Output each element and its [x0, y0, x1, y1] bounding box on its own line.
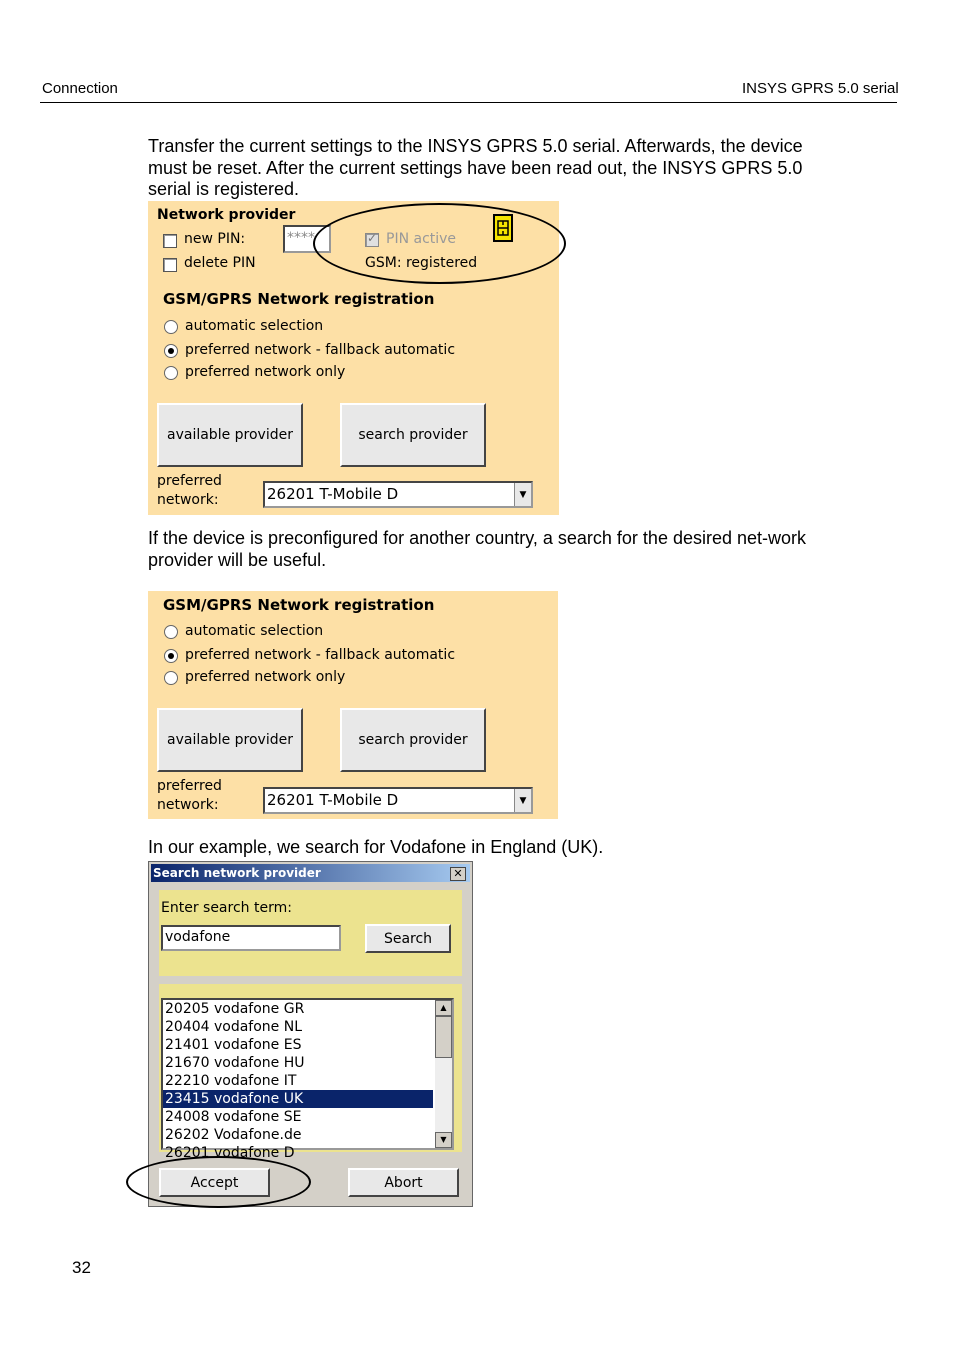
list-item[interactable]: 23415 vodafone UK — [163, 1090, 433, 1108]
pin-active-label: PIN active — [386, 231, 457, 247]
network-provider-heading: Network provider — [157, 207, 296, 223]
radio-automatic-label: automatic selection — [185, 623, 324, 639]
check-icon: ✓ — [367, 231, 378, 245]
radio-preferred-fallback[interactable] — [164, 649, 178, 663]
radio-automatic-label: automatic selection — [185, 318, 324, 334]
list-item[interactable]: 24008 vodafone SE — [165, 1109, 302, 1125]
scroll-thumb[interactable] — [435, 1016, 452, 1058]
pin-status-highlight — [313, 203, 566, 284]
dialog-titlebar — [151, 864, 470, 882]
example-paragraph: In our example, we search for Vodafone in England (UK). — [148, 837, 604, 857]
available-provider-button[interactable]: available provider — [157, 403, 303, 467]
preferred-network-value: 26201 T-Mobile D — [267, 791, 399, 809]
registration-heading: GSM/GPRS Network registration — [163, 596, 435, 614]
header-divider — [40, 102, 897, 103]
results-list[interactable] — [161, 998, 454, 1161]
radio-automatic-selection[interactable] — [164, 320, 178, 334]
radio-preferred-only[interactable] — [164, 366, 178, 380]
list-item[interactable]: 26202 Vodafone.de — [165, 1127, 302, 1143]
intro-paragraph: Transfer the current settings to the INSYS GPRS 5.0 serial. Afterwards, the device must be reset. After the current settings have been read out, the INSYS GPRS 5.0 serial is registered. — [148, 136, 803, 199]
available-provider-button[interactable]: available provider — [157, 708, 303, 772]
list-item[interactable]: 21670 vodafone HU — [165, 1055, 305, 1071]
search-provider-button[interactable]: search provider — [340, 708, 486, 772]
radio-preferred-only-label: preferred network only — [185, 669, 346, 685]
radio-preferred-fallback[interactable] — [164, 344, 178, 358]
preferred-network-select[interactable] — [263, 787, 533, 814]
search-network-provider-dialog — [148, 861, 473, 1207]
header-left: Connection — [42, 80, 118, 97]
results-scrollbar[interactable] — [435, 1000, 452, 1148]
preferred-network-value: 26201 T-Mobile D — [267, 485, 399, 503]
radio-preferred-only[interactable] — [164, 671, 178, 685]
list-item[interactable]: 20404 vodafone NL — [165, 1019, 303, 1035]
search-button[interactable]: Search — [365, 924, 451, 953]
dropdown-arrow-icon[interactable]: ▼ — [514, 483, 531, 506]
abort-button[interactable]: Abort — [348, 1168, 459, 1197]
preferred-label-line1: preferred — [157, 473, 222, 489]
list-item[interactable]: 21401 vodafone ES — [165, 1037, 302, 1053]
accept-button[interactable]: Accept — [159, 1168, 270, 1197]
list-item[interactable]: 20205 vodafone GR — [165, 1001, 305, 1017]
search-input[interactable]: vodafone — [161, 925, 341, 951]
scroll-up-arrow-icon[interactable]: ▲ — [435, 1000, 452, 1016]
preferred-label-line2: network: — [157, 797, 219, 813]
radio-preferred-fallback-label: preferred network - fallback automatic — [185, 342, 456, 358]
radio-preferred-only-label: preferred network only — [185, 364, 346, 380]
list-item[interactable]: 26201 vodafone D — [165, 1145, 295, 1161]
search-provider-button[interactable]: search provider — [340, 403, 486, 467]
gsm-status: GSM: registered — [365, 255, 478, 271]
delete-pin-checkbox[interactable] — [163, 258, 177, 272]
registration-heading: GSM/GPRS Network registration — [163, 290, 435, 308]
close-icon[interactable]: ✕ — [450, 867, 466, 881]
preferred-label-line2: network: — [157, 492, 219, 508]
header-right: INSYS GPRS 5.0 serial — [742, 80, 899, 97]
new-pin-label: new PIN: — [184, 231, 246, 247]
list-item[interactable]: 22210 vodafone IT — [165, 1073, 297, 1089]
dialog-title: Search network provider — [153, 866, 321, 880]
dropdown-arrow-icon[interactable]: ▼ — [514, 789, 531, 812]
radio-automatic-selection[interactable] — [164, 625, 178, 639]
search-box — [159, 890, 462, 976]
accept-highlight — [126, 1156, 311, 1208]
preferred-label-line1: preferred — [157, 778, 222, 794]
preferred-network-select[interactable] — [263, 481, 533, 508]
preconfigured-paragraph: If the device is preconfigured for another country, a search for the desired net-work provider will be useful. — [148, 528, 807, 570]
scroll-down-arrow-icon[interactable]: ▼ — [435, 1132, 452, 1148]
search-term-label: Enter search term: — [161, 900, 292, 916]
page-number: 32 — [72, 1258, 91, 1277]
delete-pin-label: delete PIN — [184, 255, 256, 271]
registration-panel — [148, 591, 558, 819]
new-pin-checkbox[interactable] — [163, 234, 177, 248]
pin-input[interactable]: **** — [283, 225, 331, 253]
results-box — [159, 984, 462, 1161]
radio-preferred-fallback-label: preferred network - fallback automatic — [185, 647, 456, 663]
